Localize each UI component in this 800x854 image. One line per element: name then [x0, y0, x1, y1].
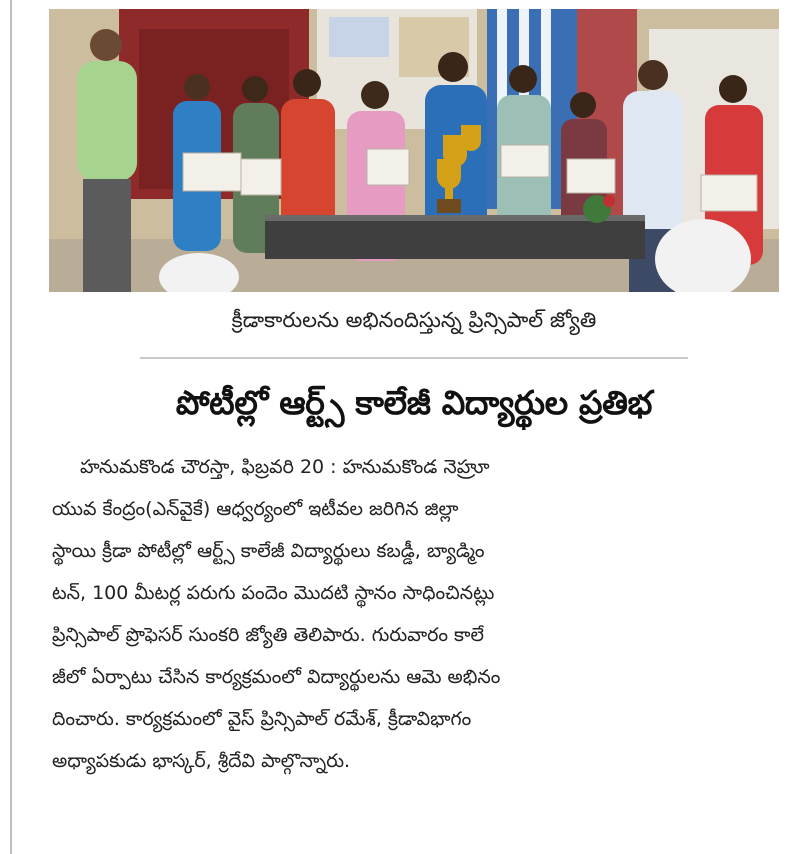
photo-caption: క్రీడాకారులను అభినందిస్తున్న ప్రిన్సిపాల్ జ్యోతి: [231, 308, 597, 332]
body-line: స్థాయి క్రీడా పోటీల్లో ఆర్ట్స్ కాలేజీ విద్యార్థులు కబడ్డీ, బ్యాడ్మిం: [52, 540, 485, 562]
article-headline: పోటీల్లో ఆర్ట్స్ కాలేజీ విద్యార్థుల ప్రతిభ: [175, 383, 653, 422]
body-line: అధ్యాపకుడు భాస్కర్, శ్రీదేవి పాల్గొన్నారు.: [52, 750, 351, 772]
caption-divider: [140, 357, 688, 359]
news-photo: [49, 9, 779, 292]
body-line: టన్, 100 మీటర్ల పరుగు పందెం మొదటి స్థానం సాధించినట్లు: [52, 582, 495, 604]
body-line: హనుమకొండ చౌరస్తా, ఫిబ్రవరి 20 : హనుమకొండ నెహ్రూ: [80, 456, 490, 478]
body-line: జీలో ఏర్పాటు చేసిన కార్యక్రమంలో విద్యార్థులను ఆమె అభినం: [52, 666, 501, 688]
body-line: యువ కేంద్రం(ఎన్‌వైకే) ఆధ్వర్యంలో ఇటీవల జరిగిన జిల్లా: [52, 498, 459, 520]
column-rule: [10, 0, 12, 854]
article-body: [52, 446, 780, 782]
body-line: దించారు. కార్యక్రమంలో వైస్ ప్రిన్సిపాల్ రమేశ్, క్రీడావిభాగం: [52, 708, 472, 730]
body-line: ప్రిన్సిపాల్ ప్రొఫెసర్ సుంకరి జ్యోతి తెలిపారు. గురువారం కాలే: [52, 624, 484, 646]
